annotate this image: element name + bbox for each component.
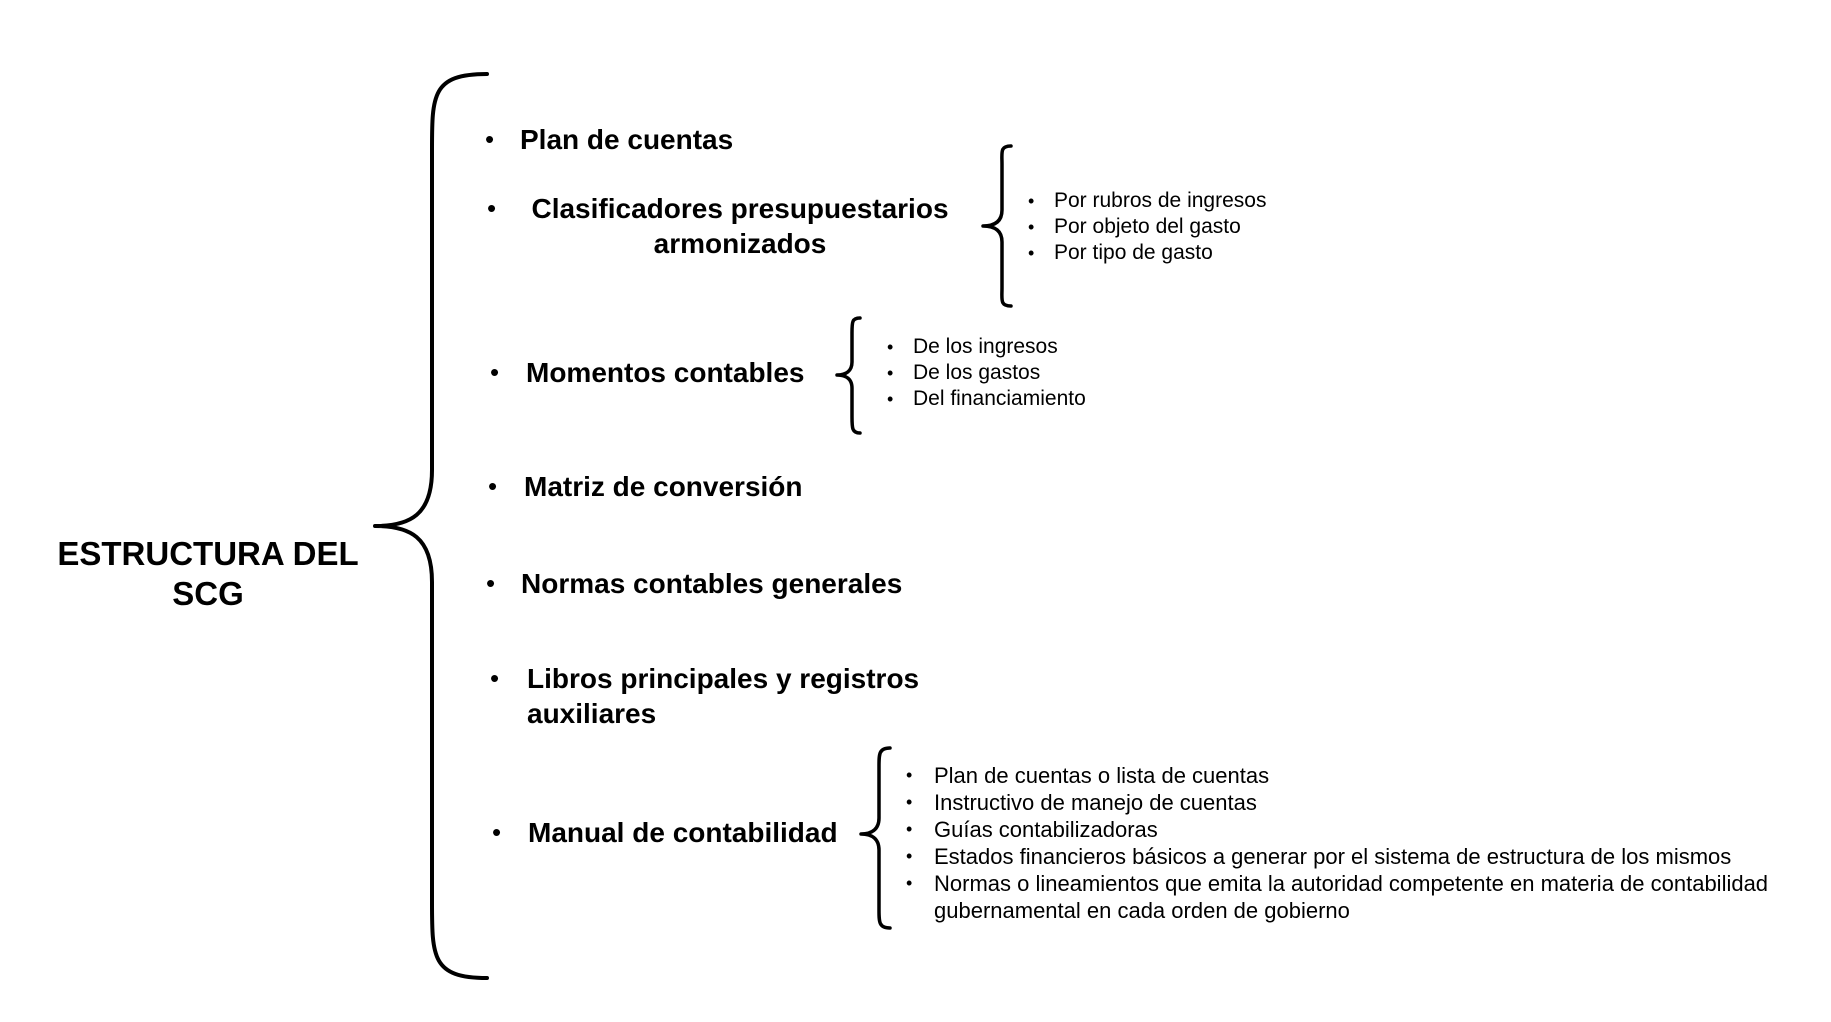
item-libros bbox=[527, 661, 919, 731]
bullet-matriz: • bbox=[488, 471, 498, 501]
item-plan-de-cuentas: Plan de cuentas bbox=[520, 124, 734, 155]
bullet-clasificadores: • bbox=[487, 193, 497, 223]
manual-brace bbox=[861, 748, 890, 928]
list-item: • Por objeto del gasto bbox=[1026, 214, 1266, 240]
list-item: • Del financiamiento bbox=[885, 386, 1086, 412]
list-item-line1: Normas o lineamientos que emita la autoridad competente en materia de contabilidad bbox=[934, 871, 1769, 896]
root-title-line2: SCG bbox=[172, 575, 244, 612]
list-item: • Guías contabilizadoras bbox=[904, 816, 1768, 843]
list-item: • Estados financieros básicos a generar por el sistema de estructura de los mismos bbox=[904, 843, 1768, 870]
list-item bbox=[904, 870, 1768, 924]
item-clasificadores-line1: Clasificadores presupuestarios bbox=[531, 193, 949, 224]
item-clasificadores bbox=[510, 191, 970, 261]
list-item: • De los gastos bbox=[885, 360, 1086, 386]
clasificadores-brace bbox=[983, 146, 1011, 306]
momentos-sublist bbox=[885, 334, 1086, 412]
bullet-manual: • bbox=[492, 817, 502, 847]
item-manual-de-contabilidad: Manual de contabilidad bbox=[528, 817, 838, 848]
list-item: • Instructivo de manejo de cuentas bbox=[904, 789, 1768, 816]
item-libros-line1: Libros principales y registros bbox=[527, 663, 920, 694]
list-item: • Por tipo de gasto bbox=[1026, 240, 1266, 266]
clasificadores-sublist bbox=[1026, 188, 1266, 266]
bullet-libros: • bbox=[490, 663, 500, 693]
item-normas-contables-generales: Normas contables generales bbox=[521, 568, 903, 599]
bullet-momentos: • bbox=[490, 357, 500, 387]
item-momentos-contables: Momentos contables bbox=[526, 357, 805, 388]
item-clasificadores-line2: armonizados bbox=[653, 228, 827, 259]
list-item-line2: gubernamental en cada orden de gobierno bbox=[934, 898, 1350, 923]
root-title-line1: ESTRUCTURA DEL bbox=[57, 535, 359, 572]
root-title bbox=[38, 534, 378, 614]
bullet-normas: • bbox=[486, 568, 496, 598]
manual-sublist bbox=[904, 762, 1768, 924]
item-libros-line2: auxiliares bbox=[527, 698, 657, 729]
item-matriz-de-conversion: Matriz de conversión bbox=[524, 471, 803, 502]
list-item: • De los ingresos bbox=[885, 334, 1086, 360]
list-item: • Por rubros de ingresos bbox=[1026, 188, 1266, 214]
momentos-brace bbox=[837, 318, 860, 433]
list-item: • Plan de cuentas o lista de cuentas bbox=[904, 762, 1768, 789]
bullet-plan: • bbox=[485, 124, 495, 154]
main-brace bbox=[375, 74, 487, 978]
